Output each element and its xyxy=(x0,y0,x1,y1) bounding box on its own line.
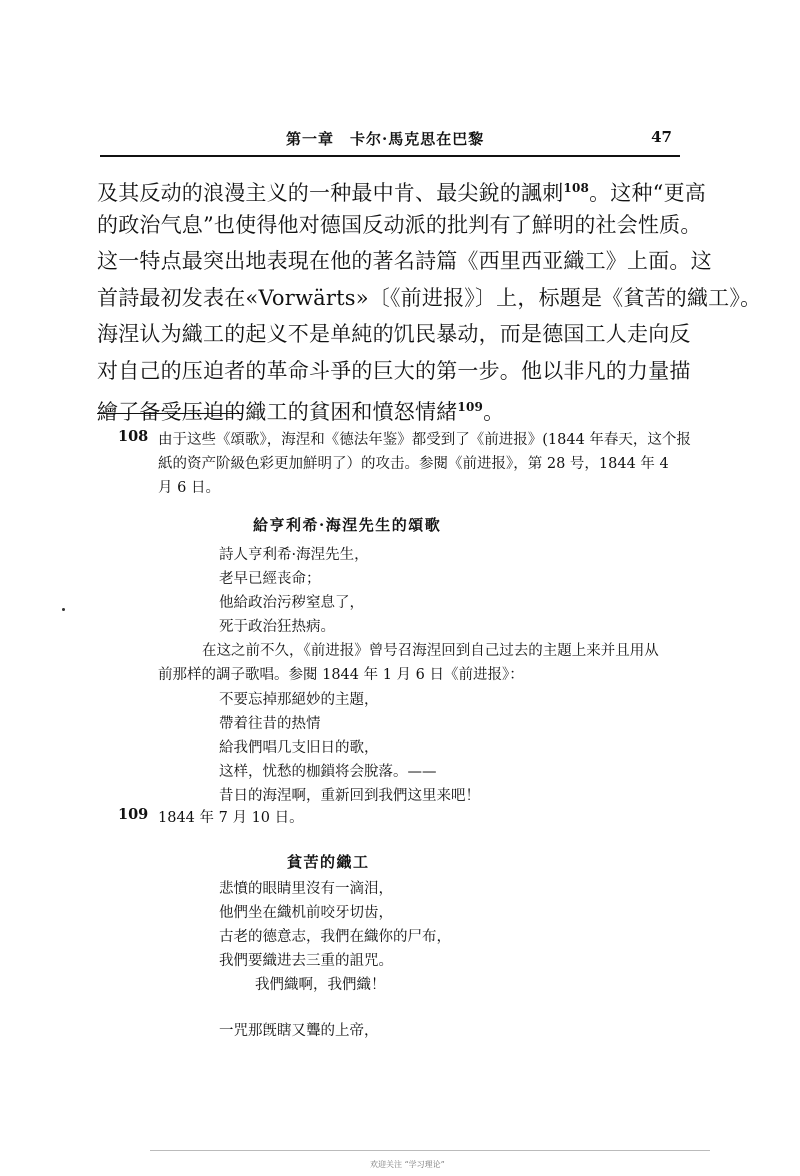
footnote-number: 109 xyxy=(118,806,149,823)
footnote-prose xyxy=(158,639,688,687)
poem-verse xyxy=(219,1019,379,1043)
text-line: 这一特点最突出地表現在他的著名詩篇《西里西亚織工》上面。这 xyxy=(97,249,712,273)
running-head xyxy=(100,128,680,150)
header-rule xyxy=(100,155,680,157)
text-line: 海涅认为織工的起义不是单純的饥民暴动，而是德国工人走向反 xyxy=(97,322,691,346)
scan-speck xyxy=(62,608,65,611)
footnote-line: 由于这些《頌歌》，海涅和《德法年鉴》都受到了《前进报》(1844 年春天，这个报 xyxy=(158,432,691,448)
verse-line: 給我們唱几支旧日的歌， xyxy=(219,740,379,756)
footnote-line: 紙的资产阶級色彩更加鮮明了）的攻击。参閱《前进报》，第 28 号，1844 年 4 xyxy=(158,456,669,472)
text-line: 首詩最初发表在«Vorwärts»〔《前进报》〕上，标題是《貧苦的織工》。 xyxy=(97,285,762,310)
prose-line: 前那样的調子歌唱。参閱 1844 年 1 月 6 日《前进报》： xyxy=(158,667,524,683)
verse-line: 这样，忧愁的枷鎖将会脫落。—— xyxy=(219,764,437,780)
watermark: 欢迎关注 “学习理论” xyxy=(370,1160,445,1169)
verse-line: 他們坐在織机前咬牙切齿， xyxy=(219,905,393,921)
footnote-rule xyxy=(97,413,242,414)
footnote-line: 月 6 日。 xyxy=(158,480,220,496)
verse-line: 詩人亨利希·海涅先生， xyxy=(219,547,369,563)
footnote-body xyxy=(158,806,678,830)
footnote-number: 108 xyxy=(118,428,149,445)
text-line: 对自己的压迫者的革命斗爭的巨大的第一步。他以非凡的力量描 xyxy=(97,358,691,383)
verse-line: 死于政治狂热病。 xyxy=(219,619,335,635)
verse-line: 帶着往昔的热情 xyxy=(219,716,321,732)
verse-line: 昔日的海涅啊，重新回到我們这里来吧！ xyxy=(219,788,480,804)
text-line: 繪了备受压迫的織工的貧困和憤怒情緒$^{109}$。 xyxy=(97,400,505,424)
poem-title: 貧苦的織工 xyxy=(287,853,370,871)
poem-title: 給亨利希·海涅先生的頌歌 xyxy=(253,516,442,534)
main-paragraph xyxy=(97,170,762,426)
poem-verse xyxy=(219,688,480,808)
footnote-body xyxy=(158,428,691,500)
verse-line: 悲憤的眼睛里沒有一滴泪， xyxy=(219,881,393,897)
verse-line: 不要忘掉那絕妙的主題， xyxy=(219,692,379,708)
chapter-title: 第一章 卡尔·馬克思在巴黎 xyxy=(286,130,485,148)
verse-line: 一咒那旣瞎又聾的上帝， xyxy=(219,1023,379,1039)
verse-line: 老早已經丧命； xyxy=(219,571,321,587)
text-line: 及其反动的浪漫主义的一种最中肯、最尖銳的諷刺$^{108}$。这种“更高 xyxy=(97,181,706,205)
poem-verse xyxy=(219,543,369,639)
verse-line: 我們要織进去三重的詛咒。 xyxy=(219,953,393,969)
text-line: 的政治气息”也使得他对德国反动派的批判有了鮮明的社会性质。 xyxy=(97,212,702,237)
page-number: 47 xyxy=(651,128,672,146)
footnote-line: 1844 年 7 月 10 日。 xyxy=(158,810,304,826)
footer-rule xyxy=(150,1150,710,1151)
verse-line: 古老的德意志，我們在織你的尸布， xyxy=(219,929,451,945)
prose-line: 在这之前不久，《前进报》曾号召海涅回到自己过去的主題上来并且用从 xyxy=(202,643,659,659)
footnote-ref-109: 109 xyxy=(457,400,484,414)
poem-verse xyxy=(219,877,451,997)
refrain-line: 我們織啊，我們織！ xyxy=(255,977,386,993)
footnote-ref-108: 108 xyxy=(563,181,590,195)
verse-line: 他給政治污秽窒息了， xyxy=(219,595,364,611)
